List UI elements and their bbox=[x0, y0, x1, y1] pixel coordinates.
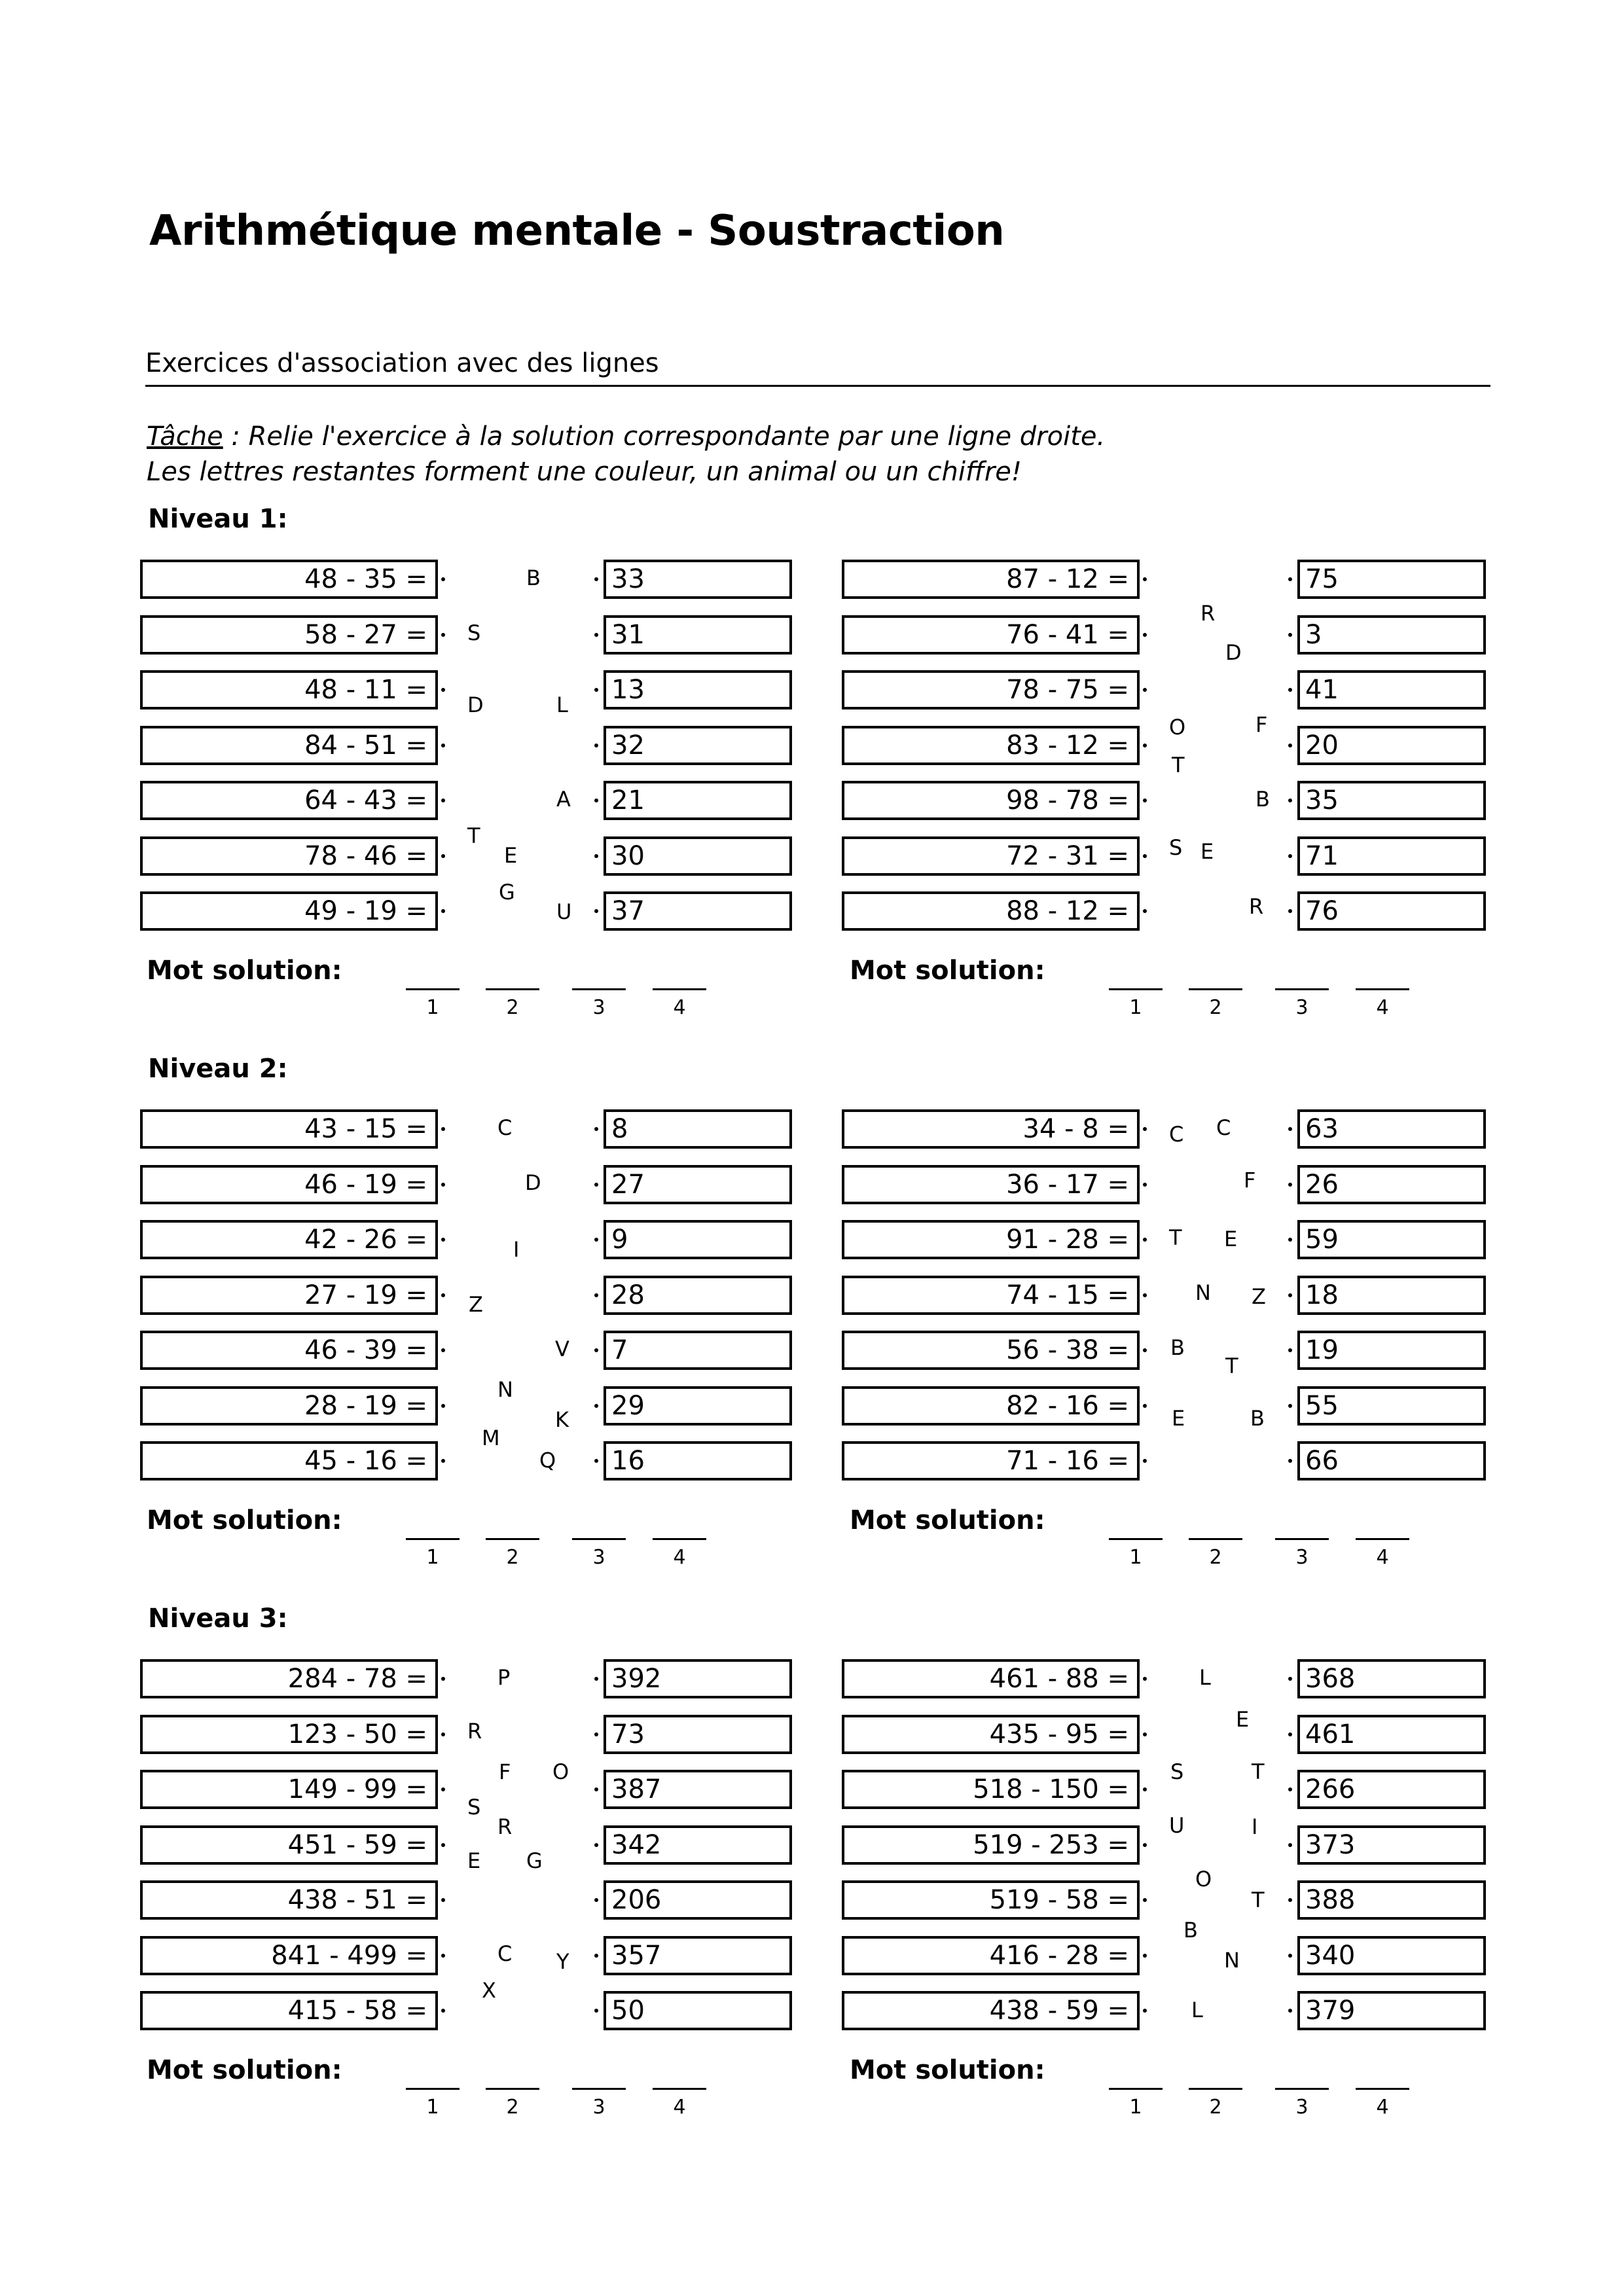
solution-connector-dot[interactable] bbox=[1288, 909, 1292, 913]
scattered-letter: C bbox=[1216, 1115, 1231, 1140]
solution-connector-dot[interactable] bbox=[594, 1954, 598, 1958]
answer-blank-line[interactable] bbox=[572, 2088, 626, 2090]
answer-blank-line[interactable] bbox=[406, 2088, 460, 2090]
exercise-connector-dot[interactable] bbox=[441, 1238, 445, 1242]
exercise-connector-dot[interactable] bbox=[1143, 1127, 1147, 1131]
solution-box: 13 bbox=[604, 670, 792, 709]
mot-solution-label: Mot solution: bbox=[850, 1505, 1045, 1535]
answer-blank-number: 3 bbox=[592, 1546, 605, 1569]
solution-connector-dot[interactable] bbox=[594, 909, 598, 913]
exercise-box: 88 - 12 = bbox=[842, 891, 1140, 931]
scattered-letter: F bbox=[1255, 712, 1268, 737]
solution-box: 55 bbox=[1297, 1386, 1486, 1426]
solution-box: 379 bbox=[1297, 1991, 1486, 2030]
exercise-connector-dot[interactable] bbox=[441, 1293, 445, 1297]
solution-box: 37 bbox=[604, 891, 792, 931]
solution-connector-dot[interactable] bbox=[594, 1677, 598, 1681]
exercise-box: 34 - 8 = bbox=[842, 1109, 1140, 1149]
answer-blank-number: 2 bbox=[506, 996, 519, 1019]
exercise-box: 27 - 19 = bbox=[140, 1276, 438, 1315]
scattered-letter: S bbox=[467, 620, 481, 645]
solution-connector-dot[interactable] bbox=[1288, 2009, 1292, 2013]
instructions bbox=[147, 419, 1105, 490]
exercise-connector-dot[interactable] bbox=[441, 1787, 445, 1791]
scattered-letter: I bbox=[1252, 1814, 1258, 1839]
answer-blank-number: 2 bbox=[1209, 996, 1222, 1019]
scattered-letter: D bbox=[1225, 640, 1242, 665]
solution-connector-dot[interactable] bbox=[594, 1459, 598, 1463]
exercise-box: 36 - 17 = bbox=[842, 1165, 1140, 1204]
solution-box: 368 bbox=[1297, 1659, 1486, 1698]
scattered-letter: N bbox=[1195, 1280, 1211, 1305]
scattered-letter: Q bbox=[539, 1448, 556, 1473]
exercise-connector-dot[interactable] bbox=[1143, 688, 1147, 692]
exercise-connector-dot[interactable] bbox=[1143, 909, 1147, 913]
answer-blank-line[interactable] bbox=[1109, 988, 1163, 990]
exercise-connector-dot[interactable] bbox=[1143, 1293, 1147, 1297]
exercise-box: 841 - 499 = bbox=[140, 1936, 438, 1975]
exercise-box: 64 - 43 = bbox=[140, 781, 438, 820]
answer-blank-number: 1 bbox=[1129, 1546, 1142, 1569]
solution-box: 66 bbox=[1297, 1441, 1486, 1480]
exercise-box: 87 - 12 = bbox=[842, 560, 1140, 599]
scattered-letter: D bbox=[525, 1170, 541, 1195]
solution-box: 71 bbox=[1297, 836, 1486, 876]
solution-box: 76 bbox=[1297, 891, 1486, 931]
mot-solution-label: Mot solution: bbox=[147, 1505, 342, 1535]
answer-blank-line[interactable] bbox=[1356, 2088, 1409, 2090]
answer-blank-line[interactable] bbox=[1275, 1538, 1329, 1540]
exercise-connector-dot[interactable] bbox=[1143, 1459, 1147, 1463]
solution-box: 63 bbox=[1297, 1109, 1486, 1149]
solution-connector-dot[interactable] bbox=[594, 798, 598, 802]
solution-box: 33 bbox=[604, 560, 792, 599]
answer-blank-line[interactable] bbox=[1275, 988, 1329, 990]
scattered-letter: A bbox=[556, 787, 571, 812]
scattered-letter: R bbox=[467, 1719, 482, 1744]
answer-blank-line[interactable] bbox=[1275, 2088, 1329, 2090]
solution-box: 3 bbox=[1297, 615, 1486, 655]
level-label: Niveau 3: bbox=[148, 1604, 288, 1634]
scattered-letter: O bbox=[1195, 1867, 1212, 1892]
scattered-letter: R bbox=[1200, 601, 1216, 626]
answer-blank-line[interactable] bbox=[1356, 988, 1409, 990]
exercise-box: 71 - 16 = bbox=[842, 1441, 1140, 1480]
exercise-connector-dot[interactable] bbox=[441, 854, 445, 858]
answer-blank-number: 3 bbox=[1295, 2096, 1308, 2119]
mot-solution-label: Mot solution: bbox=[850, 2055, 1045, 2085]
answer-blank-number: 3 bbox=[592, 2096, 605, 2119]
solution-connector-dot[interactable] bbox=[594, 1843, 598, 1847]
scattered-letter: E bbox=[504, 843, 518, 868]
exercise-connector-dot[interactable] bbox=[1143, 798, 1147, 802]
exercise-box: 46 - 19 = bbox=[140, 1165, 438, 1204]
solution-box: 392 bbox=[604, 1659, 792, 1698]
answer-blank-number: 2 bbox=[1209, 1546, 1222, 1569]
section-subtitle: Exercices d'association avec des lignes bbox=[145, 348, 1490, 387]
solution-connector-dot[interactable] bbox=[594, 2009, 598, 2013]
scattered-letter: Z bbox=[1252, 1284, 1266, 1309]
exercise-box: 435 - 95 = bbox=[842, 1715, 1140, 1754]
scattered-letter: O bbox=[552, 1759, 569, 1784]
answer-blank-line[interactable] bbox=[1189, 1538, 1242, 1540]
mot-solution-label: Mot solution: bbox=[850, 956, 1045, 986]
answer-blank-number: 3 bbox=[1295, 996, 1308, 1019]
solution-connector-dot[interactable] bbox=[1288, 1954, 1292, 1958]
answer-blank-line[interactable] bbox=[486, 2088, 539, 2090]
exercise-connector-dot[interactable] bbox=[441, 1732, 445, 1736]
scattered-letter: S bbox=[1170, 1759, 1184, 1784]
scattered-letter: P bbox=[497, 1665, 511, 1690]
solution-box: 266 bbox=[1297, 1770, 1486, 1809]
answer-blank-number: 3 bbox=[1295, 1546, 1308, 1569]
scattered-letter: E bbox=[1200, 839, 1214, 864]
solution-box: 357 bbox=[604, 1936, 792, 1975]
exercise-box: 74 - 15 = bbox=[842, 1276, 1140, 1315]
solution-connector-dot[interactable] bbox=[594, 688, 598, 692]
exercise-connector-dot[interactable] bbox=[1143, 1732, 1147, 1736]
answer-blank-number: 4 bbox=[673, 996, 686, 1019]
answer-blank-number: 4 bbox=[673, 1546, 686, 1569]
scattered-letter: E bbox=[467, 1848, 481, 1873]
solution-connector-dot[interactable] bbox=[1288, 854, 1292, 858]
scattered-letter: R bbox=[1249, 894, 1264, 919]
solution-connector-dot[interactable] bbox=[1288, 1404, 1292, 1408]
answer-blank-number: 1 bbox=[426, 1546, 439, 1569]
exercise-connector-dot[interactable] bbox=[1143, 1787, 1147, 1791]
exercise-box: 519 - 58 = bbox=[842, 1880, 1140, 1920]
solution-box: 342 bbox=[604, 1825, 792, 1865]
exercise-box: 48 - 35 = bbox=[140, 560, 438, 599]
answer-blank-number: 4 bbox=[673, 2096, 686, 2119]
scattered-letter: K bbox=[555, 1407, 569, 1432]
solution-box: 7 bbox=[604, 1331, 792, 1370]
solution-connector-dot[interactable] bbox=[1288, 1843, 1292, 1847]
exercise-box: 149 - 99 = bbox=[140, 1770, 438, 1809]
exercise-connector-dot[interactable] bbox=[441, 1459, 445, 1463]
exercise-box: 46 - 39 = bbox=[140, 1331, 438, 1370]
exercise-connector-dot[interactable] bbox=[1143, 1348, 1147, 1352]
solution-connector-dot[interactable] bbox=[1288, 1898, 1292, 1902]
scattered-letter: B bbox=[1255, 787, 1270, 812]
solution-connector-dot[interactable] bbox=[1288, 1787, 1292, 1791]
scattered-letter: G bbox=[526, 1848, 543, 1873]
answer-blank-number: 4 bbox=[1376, 1546, 1389, 1569]
answer-blank-number: 1 bbox=[1129, 2096, 1142, 2119]
scattered-letter: L bbox=[556, 692, 568, 717]
exercise-connector-dot[interactable] bbox=[441, 1954, 445, 1958]
answer-blank-number: 4 bbox=[1376, 2096, 1389, 2119]
page-title: Arithmétique mentale - Soustraction bbox=[149, 207, 1005, 255]
scattered-letter: U bbox=[556, 899, 572, 924]
exercise-connector-dot[interactable] bbox=[441, 744, 445, 747]
exercise-box: 415 - 58 = bbox=[140, 1991, 438, 2030]
solution-connector-dot[interactable] bbox=[594, 1293, 598, 1297]
exercise-box: 123 - 50 = bbox=[140, 1715, 438, 1754]
scattered-letter: V bbox=[555, 1336, 569, 1361]
solution-box: 206 bbox=[604, 1880, 792, 1920]
answer-blank-line[interactable] bbox=[653, 2088, 706, 2090]
exercise-box: 438 - 59 = bbox=[842, 1991, 1140, 2030]
exercise-box: 28 - 19 = bbox=[140, 1386, 438, 1426]
answer-blank-number: 1 bbox=[426, 2096, 439, 2119]
solution-connector-dot[interactable] bbox=[1288, 1677, 1292, 1681]
mot-solution-label: Mot solution: bbox=[147, 956, 342, 986]
exercise-box: 72 - 31 = bbox=[842, 836, 1140, 876]
exercise-connector-dot[interactable] bbox=[1143, 1238, 1147, 1242]
scattered-letter: E bbox=[1172, 1406, 1185, 1431]
solution-box: 340 bbox=[1297, 1936, 1486, 1975]
solution-connector-dot[interactable] bbox=[594, 1898, 598, 1902]
exercise-box: 83 - 12 = bbox=[842, 726, 1140, 765]
solution-box: 9 bbox=[604, 1220, 792, 1259]
answer-blank-number: 2 bbox=[506, 1546, 519, 1569]
solution-connector-dot[interactable] bbox=[1288, 744, 1292, 747]
scattered-letter: Z bbox=[469, 1292, 483, 1317]
solution-connector-dot[interactable] bbox=[1288, 1183, 1292, 1187]
solution-connector-dot[interactable] bbox=[594, 1787, 598, 1791]
scattered-letter: T bbox=[1172, 753, 1185, 778]
solution-connector-dot[interactable] bbox=[594, 1732, 598, 1736]
exercise-connector-dot[interactable] bbox=[441, 633, 445, 637]
scattered-letter: E bbox=[1224, 1227, 1238, 1251]
solution-connector-dot[interactable] bbox=[594, 1127, 598, 1131]
scattered-letter: E bbox=[1236, 1707, 1250, 1732]
exercise-connector-dot[interactable] bbox=[441, 1348, 445, 1352]
exercise-connector-dot[interactable] bbox=[1143, 854, 1147, 858]
exercise-box: 42 - 26 = bbox=[140, 1220, 438, 1259]
answer-blank-line[interactable] bbox=[653, 988, 706, 990]
exercise-connector-dot[interactable] bbox=[1143, 1677, 1147, 1681]
answer-blank-line[interactable] bbox=[1109, 1538, 1163, 1540]
answer-blank-number: 2 bbox=[1209, 2096, 1222, 2119]
exercise-box: 461 - 88 = bbox=[842, 1659, 1140, 1698]
scattered-letter: C bbox=[1169, 1122, 1184, 1147]
scattered-letter: N bbox=[1224, 1948, 1240, 1973]
scattered-letter: R bbox=[497, 1814, 513, 1839]
exercise-box: 518 - 150 = bbox=[842, 1770, 1140, 1809]
solution-box: 29 bbox=[604, 1386, 792, 1426]
solution-connector-dot[interactable] bbox=[1288, 1732, 1292, 1736]
instruction-line-1 bbox=[147, 419, 1105, 454]
solution-connector-dot[interactable] bbox=[1288, 688, 1292, 692]
scattered-letter: B bbox=[526, 565, 541, 590]
solution-connector-dot[interactable] bbox=[594, 1238, 598, 1242]
task-word: Tâche bbox=[147, 422, 223, 452]
scattered-letter: Y bbox=[556, 1949, 569, 1974]
answer-blank-number: 2 bbox=[506, 2096, 519, 2119]
exercise-connector-dot[interactable] bbox=[441, 2009, 445, 2013]
exercise-box: 84 - 51 = bbox=[140, 726, 438, 765]
solution-box: 50 bbox=[604, 1991, 792, 2030]
answer-blank-line[interactable] bbox=[1109, 2088, 1163, 2090]
scattered-letter: M bbox=[482, 1426, 500, 1450]
answer-blank-line[interactable] bbox=[1356, 1538, 1409, 1540]
solution-connector-dot[interactable] bbox=[594, 1348, 598, 1352]
exercise-connector-dot[interactable] bbox=[441, 798, 445, 802]
solution-box: 59 bbox=[1297, 1220, 1486, 1259]
exercise-connector-dot[interactable] bbox=[1143, 1843, 1147, 1847]
answer-blank-number: 1 bbox=[426, 996, 439, 1019]
solution-box: 28 bbox=[604, 1276, 792, 1315]
exercise-connector-dot[interactable] bbox=[441, 1898, 445, 1902]
solution-box: 20 bbox=[1297, 726, 1486, 765]
solution-connector-dot[interactable] bbox=[594, 1183, 598, 1187]
exercise-connector-dot[interactable] bbox=[441, 1404, 445, 1408]
answer-blank-line[interactable] bbox=[1189, 2088, 1242, 2090]
exercise-connector-dot[interactable] bbox=[441, 1183, 445, 1187]
exercise-connector-dot[interactable] bbox=[441, 688, 445, 692]
solution-box: 41 bbox=[1297, 670, 1486, 709]
solution-box: 26 bbox=[1297, 1165, 1486, 1204]
solution-box: 373 bbox=[1297, 1825, 1486, 1865]
answer-blank-line[interactable] bbox=[406, 988, 460, 990]
solution-box: 16 bbox=[604, 1441, 792, 1480]
scattered-letter: T bbox=[1252, 1759, 1265, 1784]
scattered-letter: G bbox=[499, 880, 515, 905]
exercise-connector-dot[interactable] bbox=[1143, 1404, 1147, 1408]
solution-connector-dot[interactable] bbox=[1288, 1127, 1292, 1131]
exercise-box: 416 - 28 = bbox=[842, 1936, 1140, 1975]
solution-box: 75 bbox=[1297, 560, 1486, 599]
scattered-letter: I bbox=[513, 1237, 520, 1262]
solution-box: 27 bbox=[604, 1165, 792, 1204]
solution-connector-dot[interactable] bbox=[1288, 1459, 1292, 1463]
exercise-box: 49 - 19 = bbox=[140, 891, 438, 931]
exercise-box: 98 - 78 = bbox=[842, 781, 1140, 820]
answer-blank-line[interactable] bbox=[572, 1538, 626, 1540]
scattered-letter: S bbox=[467, 1795, 481, 1820]
exercise-connector-dot[interactable] bbox=[1143, 1898, 1147, 1902]
exercise-box: 58 - 27 = bbox=[140, 615, 438, 655]
exercise-connector-dot[interactable] bbox=[1143, 744, 1147, 747]
scattered-letter: O bbox=[1169, 715, 1186, 740]
solution-connector-dot[interactable] bbox=[594, 633, 598, 637]
scattered-letter: T bbox=[1169, 1225, 1182, 1250]
exercise-box: 284 - 78 = bbox=[140, 1659, 438, 1698]
solution-box: 388 bbox=[1297, 1880, 1486, 1920]
exercise-connector-dot[interactable] bbox=[1143, 633, 1147, 637]
scattered-letter: C bbox=[497, 1115, 513, 1140]
solution-box: 18 bbox=[1297, 1276, 1486, 1315]
exercise-connector-dot[interactable] bbox=[1143, 2009, 1147, 2013]
exercise-box: 438 - 51 = bbox=[140, 1880, 438, 1920]
answer-blank-line[interactable] bbox=[486, 1538, 539, 1540]
level-label: Niveau 2: bbox=[148, 1054, 288, 1084]
solution-connector-dot[interactable] bbox=[1288, 1348, 1292, 1352]
exercise-box: 45 - 16 = bbox=[140, 1441, 438, 1480]
instruction-line-2: Les lettres restantes forment une couleur, un animal ou un chiffre! bbox=[147, 457, 1022, 487]
exercise-connector-dot[interactable] bbox=[1143, 577, 1147, 581]
exercise-connector-dot[interactable] bbox=[1143, 1954, 1147, 1958]
solution-box: 8 bbox=[604, 1109, 792, 1149]
answer-blank-number: 1 bbox=[1129, 996, 1142, 1019]
scattered-letter: L bbox=[1199, 1665, 1211, 1690]
exercise-box: 91 - 28 = bbox=[842, 1220, 1140, 1259]
solution-box: 35 bbox=[1297, 781, 1486, 820]
exercise-box: 519 - 253 = bbox=[842, 1825, 1140, 1865]
mot-solution-label: Mot solution: bbox=[147, 2055, 342, 2085]
solution-connector-dot[interactable] bbox=[594, 577, 598, 581]
exercise-connector-dot[interactable] bbox=[441, 1677, 445, 1681]
solution-box: 73 bbox=[604, 1715, 792, 1754]
solution-box: 30 bbox=[604, 836, 792, 876]
solution-connector-dot[interactable] bbox=[1288, 577, 1292, 581]
instruction-text-1: : Relie l'exercice à la solution correspondante par une ligne droite. bbox=[223, 422, 1106, 452]
scattered-letter: S bbox=[1169, 835, 1183, 860]
scattered-letter: F bbox=[499, 1759, 511, 1784]
solution-box: 387 bbox=[604, 1770, 792, 1809]
exercise-connector-dot[interactable] bbox=[441, 577, 445, 581]
solution-box: 31 bbox=[604, 615, 792, 655]
solution-connector-dot[interactable] bbox=[594, 744, 598, 747]
scattered-letter: T bbox=[467, 823, 480, 848]
answer-blank-line[interactable] bbox=[486, 988, 539, 990]
exercise-box: 43 - 15 = bbox=[140, 1109, 438, 1149]
exercise-connector-dot[interactable] bbox=[1143, 1183, 1147, 1187]
exercise-box: 451 - 59 = bbox=[140, 1825, 438, 1865]
answer-blank-line[interactable] bbox=[406, 1538, 460, 1540]
scattered-letter: L bbox=[1191, 1998, 1203, 2022]
exercise-box: 48 - 11 = bbox=[140, 670, 438, 709]
exercise-connector-dot[interactable] bbox=[441, 1843, 445, 1847]
exercise-connector-dot[interactable] bbox=[441, 1127, 445, 1131]
solution-connector-dot[interactable] bbox=[1288, 798, 1292, 802]
level-label: Niveau 1: bbox=[148, 504, 288, 534]
scattered-letter: N bbox=[497, 1377, 513, 1402]
scattered-letter: U bbox=[1169, 1813, 1185, 1838]
solution-box: 21 bbox=[604, 781, 792, 820]
solution-connector-dot[interactable] bbox=[594, 1404, 598, 1408]
solution-connector-dot[interactable] bbox=[1288, 1293, 1292, 1297]
solution-connector-dot[interactable] bbox=[1288, 1238, 1292, 1242]
scattered-letter: B bbox=[1183, 1918, 1198, 1943]
exercise-box: 82 - 16 = bbox=[842, 1386, 1140, 1426]
solution-box: 32 bbox=[604, 726, 792, 765]
scattered-letter: C bbox=[497, 1941, 513, 1966]
scattered-letter: B bbox=[1170, 1335, 1185, 1360]
answer-blank-number: 3 bbox=[592, 996, 605, 1019]
answer-blank-number: 4 bbox=[1376, 996, 1389, 1019]
exercise-box: 78 - 75 = bbox=[842, 670, 1140, 709]
solution-box: 461 bbox=[1297, 1715, 1486, 1754]
solution-box: 19 bbox=[1297, 1331, 1486, 1370]
answer-blank-line[interactable] bbox=[1189, 988, 1242, 990]
exercise-box: 78 - 46 = bbox=[140, 836, 438, 876]
exercise-connector-dot[interactable] bbox=[441, 909, 445, 913]
scattered-letter: T bbox=[1252, 1888, 1265, 1912]
scattered-letter: F bbox=[1244, 1168, 1256, 1193]
scattered-letter: D bbox=[467, 692, 484, 717]
scattered-letter: T bbox=[1225, 1354, 1238, 1378]
answer-blank-line[interactable] bbox=[572, 988, 626, 990]
exercise-box: 56 - 38 = bbox=[842, 1331, 1140, 1370]
exercise-box: 76 - 41 = bbox=[842, 615, 1140, 655]
answer-blank-line[interactable] bbox=[653, 1538, 706, 1540]
scattered-letter: B bbox=[1250, 1406, 1265, 1431]
scattered-letter: X bbox=[482, 1978, 496, 2003]
solution-connector-dot[interactable] bbox=[594, 854, 598, 858]
solution-connector-dot[interactable] bbox=[1288, 633, 1292, 637]
